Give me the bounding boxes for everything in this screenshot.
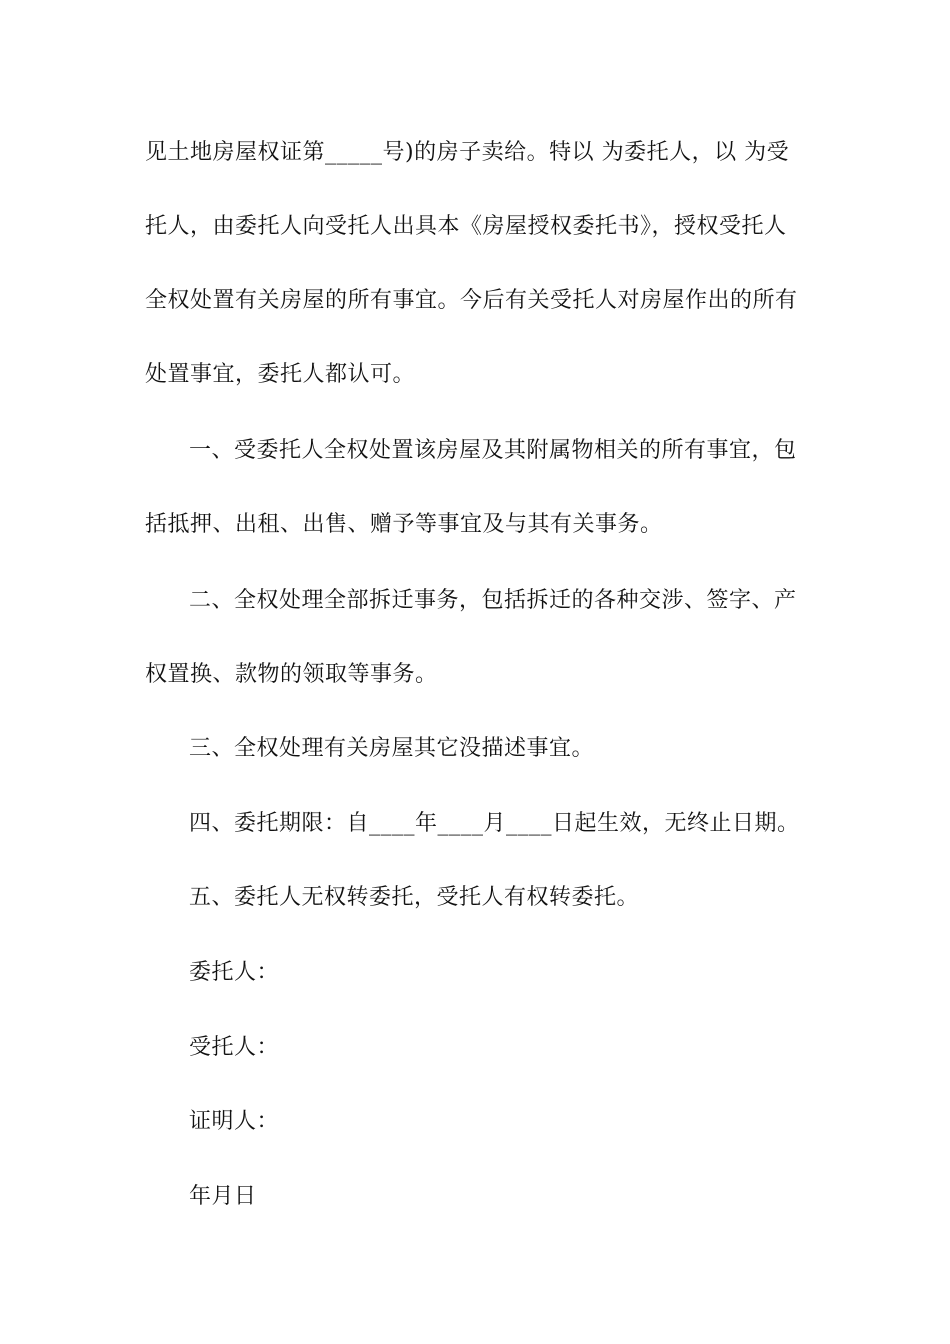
intro-line-1: 见土地房屋权证第_____号)的房子卖给。特以 为委托人，以 为受 bbox=[145, 140, 790, 165]
agent-label: 受托人： bbox=[189, 1035, 280, 1060]
item-5: 五、委托人无权转委托，受托人有权转委托。 bbox=[189, 885, 640, 910]
intro-line-3: 全权处置有关房屋的所有事宜。今后有关受托人对房屋作出的所有 bbox=[145, 288, 798, 313]
principal-label: 委托人： bbox=[189, 960, 280, 985]
item-2-line-1: 二、全权处理全部拆迁事务，包括拆迁的各种交涉、签字、产 bbox=[189, 588, 797, 613]
item-4-term: 四、委托期限：自____年____月____日起生效，无终止日期。 bbox=[189, 811, 800, 836]
item-2-line-2: 权置换、款物的领取等事务。 bbox=[145, 662, 438, 687]
date-label: 年月日 bbox=[189, 1184, 257, 1209]
intro-line-4: 处置事宜，委托人都认可。 bbox=[145, 362, 416, 387]
intro-line-2: 托人，由委托人向受托人出具本《房屋授权委托书》，授权受托人 bbox=[145, 214, 787, 239]
item-3: 三、全权处理有关房屋其它没描述事宜。 bbox=[189, 736, 595, 761]
witness-label: 证明人： bbox=[189, 1109, 280, 1134]
item-1-line-1: 一、受委托人全权处置该房屋及其附属物相关的所有事宜，包 bbox=[189, 438, 797, 463]
item-1-line-2: 括抵押、出租、出售、赠予等事宜及与其有关事务。 bbox=[145, 512, 663, 537]
